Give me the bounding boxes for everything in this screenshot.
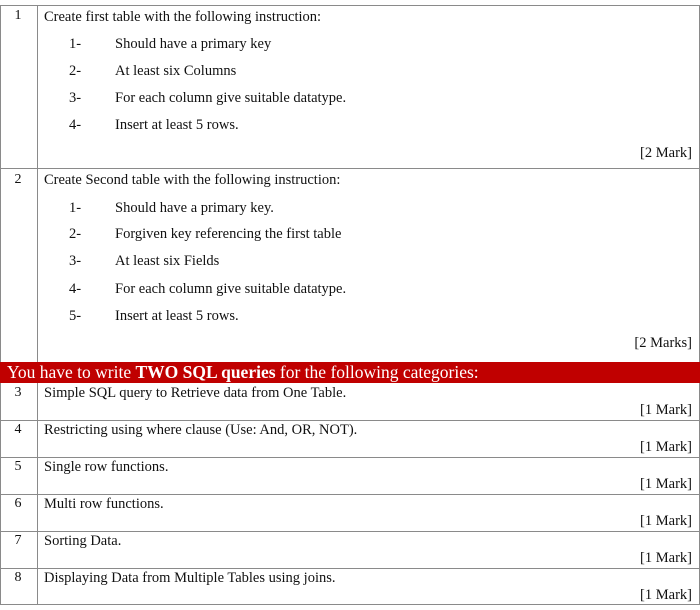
row-divider bbox=[0, 531, 700, 532]
list-item: Should have a primary key bbox=[115, 36, 272, 52]
row-divider bbox=[0, 568, 700, 569]
marks-label: [2 Marks] bbox=[634, 335, 692, 351]
task-number: 3 bbox=[14, 385, 22, 400]
row-divider bbox=[0, 420, 700, 421]
marks-label: [1 Mark] bbox=[640, 513, 692, 529]
list-item: At least six Fields bbox=[115, 253, 220, 269]
task-number: 8 bbox=[14, 570, 22, 585]
list-number: 2- bbox=[69, 63, 82, 79]
task-number: 7 bbox=[14, 533, 22, 548]
task-number: 1 bbox=[14, 8, 22, 23]
category-text: Sorting Data. bbox=[44, 533, 122, 549]
list-item: For each column give suitable datatype. bbox=[115, 281, 347, 297]
category-text: Restricting using where clause (Use: And, OR, NOT). bbox=[44, 422, 358, 438]
list-item: Insert at least 5 rows. bbox=[115, 117, 239, 133]
list-item: For each column give suitable datatype. bbox=[115, 90, 347, 106]
row-divider bbox=[0, 604, 700, 605]
marks-label: [1 Mark] bbox=[640, 587, 692, 603]
banner-emphasis: TWO SQL queries bbox=[135, 362, 276, 382]
task-number: 2 bbox=[14, 172, 22, 187]
list-item: At least six Columns bbox=[115, 63, 237, 79]
task-title: Create Second table with the following instruction: bbox=[44, 172, 341, 188]
category-text: Single row functions. bbox=[44, 459, 169, 475]
banner-suffix: for the following categories: bbox=[275, 362, 479, 382]
list-item: Forgiven key referencing the first table bbox=[115, 226, 342, 242]
category-text: Simple SQL query to Retrieve data from One Table. bbox=[44, 385, 347, 401]
list-item: Insert at least 5 rows. bbox=[115, 308, 239, 324]
category-text: Displaying Data from Multiple Tables using joins. bbox=[44, 570, 336, 586]
list-number: 3- bbox=[69, 90, 82, 106]
list-number: 5- bbox=[69, 308, 82, 324]
list-number: 4- bbox=[69, 281, 82, 297]
list-number: 1- bbox=[69, 200, 82, 216]
column-divider bbox=[37, 5, 38, 362]
category-text: Multi row functions. bbox=[44, 496, 164, 512]
list-number: 3- bbox=[69, 253, 82, 269]
task-number: 5 bbox=[14, 459, 22, 474]
marks-label: [1 Mark] bbox=[640, 439, 692, 455]
table-border-left bbox=[0, 5, 1, 605]
row-divider bbox=[0, 457, 700, 458]
list-number: 4- bbox=[69, 117, 82, 133]
banner-prefix: You have to write bbox=[7, 362, 136, 382]
column-divider bbox=[37, 383, 38, 605]
list-number: 1- bbox=[69, 36, 82, 52]
row-divider bbox=[0, 168, 700, 169]
task-number: 4 bbox=[14, 422, 22, 437]
task-number: 6 bbox=[14, 496, 22, 511]
row-divider bbox=[0, 494, 700, 495]
task-title: Create first table with the following instruction: bbox=[44, 9, 322, 25]
marks-label: [1 Mark] bbox=[640, 402, 692, 418]
row-divider bbox=[0, 5, 700, 6]
list-item: Should have a primary key. bbox=[115, 200, 274, 216]
marks-label: [1 Mark] bbox=[640, 550, 692, 566]
marks-label: [2 Mark] bbox=[640, 145, 692, 161]
list-number: 2- bbox=[69, 226, 82, 242]
marks-label: [1 Mark] bbox=[640, 476, 692, 492]
instruction-banner bbox=[0, 362, 700, 383]
